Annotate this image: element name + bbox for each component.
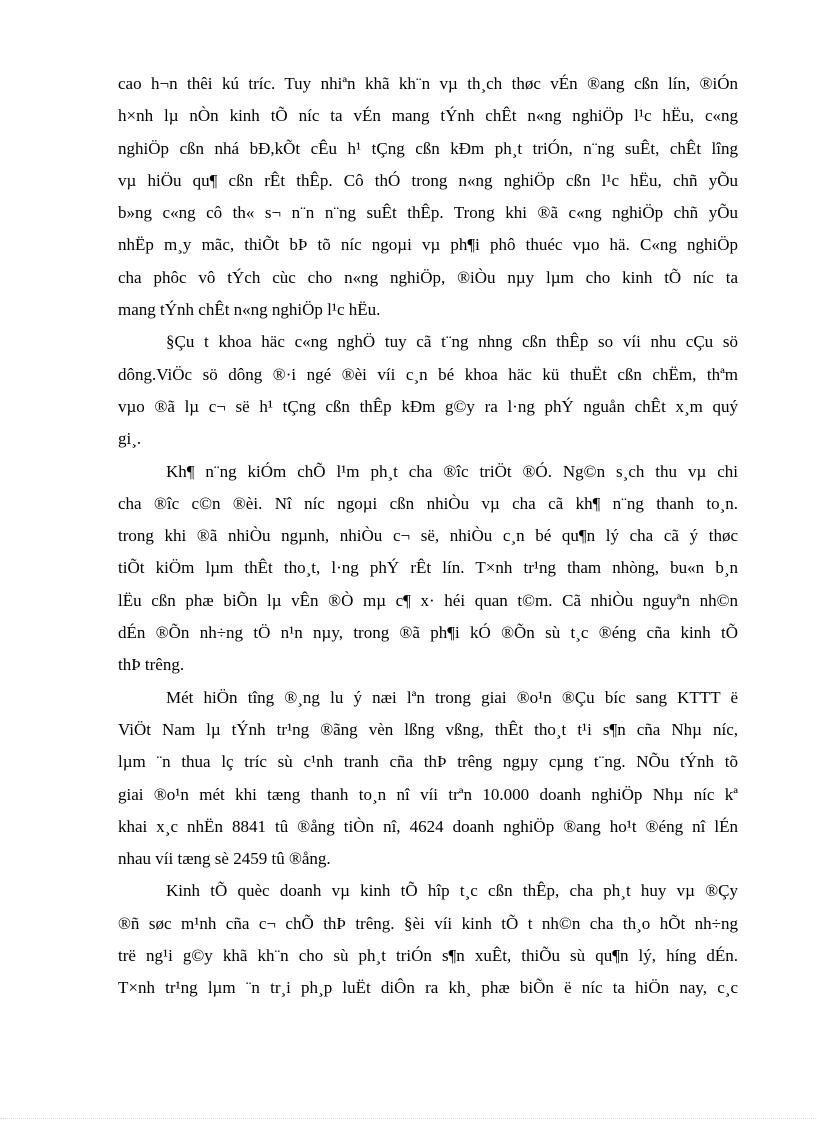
text-line: Kinh tÕ quèc doanh vµ kinh tÕ hîp t¸c cßn thÊp, cha ph¸t huy vµ ®Çy xyxy=(166,881,738,901)
paragraph-3 xyxy=(118,456,738,682)
text-line: lËu cßn phæ biÕn lµ vÊn ®Ò mµ c¶ x· héi quan t©m. Cã nhiÒu nguyªn nh©n xyxy=(118,590,738,610)
text-line: b»ng c«ng cô th« s¬ n¨n n¨ng suÊt thÊp. Trong khi ®ã c«ng nghiÖp chñ yÕu xyxy=(118,203,738,223)
text-line: gi¸. xyxy=(118,429,142,449)
text-line: lµm ¨n thua lç tríc sù c¹nh tranh cña thÞ trêng ngµy cµng t¨ng. NÕu tÝnh tõ xyxy=(118,752,738,772)
text-line: h×nh lµ nÒn kinh tÕ níc ta vÉn mang tÝnh chÊt n«ng nghiÖp l¹c hËu, c«ng xyxy=(118,106,738,126)
document-body xyxy=(118,68,738,1005)
text-line: nghiÖp cßn nhá bÐ,kÕt cÊu h¹ tÇng cßn kÐm ph¸t triÓn, n¨ng suÊt, chÊt lîng xyxy=(118,138,738,158)
text-line: ®ñ søc m¹nh cña c¬ chÕ thÞ trêng. §èi víi kinh tÕ t nh©n cha th¸o hÕt nh÷ng xyxy=(118,913,738,933)
text-line: khai x¸c nhËn 8841 tû ®ång tiÒn nî, 4624 doanh nghiÖp ®ang ho¹t ®éng nî lÉn xyxy=(118,816,738,836)
text-line: dÉn ®Õn nh÷ng tÖ n¹n nµy, trong ®ã ph¶i kÓ ®Õn sù t¸c ®éng cña kinh tÕ xyxy=(118,623,738,643)
text-line: ViÖt Nam lµ tÝnh tr¹ng ®ãng vèn lßng vßng, thÊt tho¸t t¹i s¶n cña Nhµ níc, xyxy=(118,719,738,739)
text-line: nhËp m¸y mãc, thiÕt bÞ tõ níc ngoµi vµ ph¶i phô thuéc vµo hä. C«ng nghiÖp xyxy=(118,235,738,255)
text-line: dông.ViÖc sö dông ®·i ngé ®èi víi c¸n bé khoa häc kü thuËt cßn chËm, thªm xyxy=(118,364,738,384)
text-line: cha ®îc c©n ®èi. Nî níc ngoµi cßn nhiÒu vµ cha cã kh¶ n¨ng thanh to¸n. xyxy=(118,493,738,513)
paragraph-1 xyxy=(118,68,738,326)
text-line: mang tÝnh chÊt n«ng nghiÖp l¹c hËu. xyxy=(118,300,381,320)
text-line: vµ hiÖu qu¶ cßn rÊt thÊp. Cô thÓ trong n«ng nghiÖp cßn l¹c hËu, chñ yÕu xyxy=(118,170,738,190)
text-line: T×nh tr¹ng lµm ¨n tr¸i ph¸p luËt diÔn ra kh¸ phæ biÕn ë níc ta hiÖn nay, c¸c xyxy=(118,978,738,998)
text-line: vµo ®ã lµ c¬ së h¹ tÇng cßn thÊp kÐm g©y ra l·ng phÝ nguån chÊt x¸m quý xyxy=(118,396,738,416)
paragraph-5 xyxy=(118,875,738,1004)
text-line: nhau víi tæng sè 2459 tû ®ång. xyxy=(118,849,331,869)
text-line: trë ng¹i g©y khã kh¨n cho sù ph¸t triÓn s¶n xuÊt, thiÕu sù qu¶n lý, híng dÉn. xyxy=(118,946,738,966)
text-line: §Çu t khoa häc c«ng nghÖ tuy cã t¨ng nhng cßn thÊp so víi nhu cÇu sö xyxy=(166,332,738,352)
text-line: cha phôc vô tÝch cùc cho n«ng nghiÖp, ®iÒu nµy lµm cho kinh tÕ níc ta xyxy=(118,267,738,287)
text-line: Mét hiÖn tîng ®¸ng lu ý næi lªn trong giai ®o¹n ®Çu bíc sang KTTT ë xyxy=(166,687,738,707)
paragraph-2 xyxy=(118,326,738,455)
text-line: Kh¶ n¨ng kiÓm chÕ l¹m ph¸t cha ®îc triÖt ®Ó. Ng©n s¸ch thu vµ chi xyxy=(166,461,738,481)
text-line: giai ®o¹n mét khi tæng thanh to¸n nî víi trªn 10.000 doanh nghiÖp Nhµ níc kª xyxy=(118,784,738,804)
text-line: cao h¬n thêi kú tríc. Tuy nhiªn khã kh¨n vµ th¸ch thøc vÉn ®ang cßn lín, ®iÓn xyxy=(118,74,738,93)
page-bottom-divider xyxy=(0,1118,816,1119)
text-line: thÞ trêng. xyxy=(118,655,185,675)
text-line: tiÕt kiÖm lµm thÊt tho¸t, l·ng phÝ rÊt lín. T×nh tr¹ng tham nhòng, bu«n b¸n xyxy=(118,558,738,578)
text-line: trong khi ®ã nhiÒu ngµnh, nhiÒu c¬ së, nhiÒu c¸n bé qu¶n lý cha cã ý thøc xyxy=(118,526,738,546)
paragraph-4 xyxy=(118,682,738,876)
